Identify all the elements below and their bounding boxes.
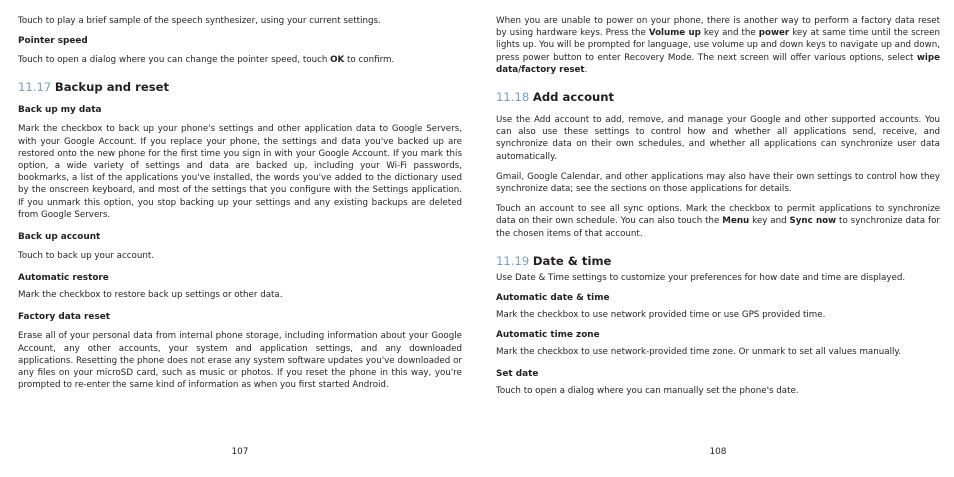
- hardware-reset-text-part: .: [584, 64, 588, 75]
- hardware-reset-text: [496, 15, 940, 76]
- automatic-date-time-text: Mark the checkbox to use network provided time or use GPS provided time.: [496, 310, 826, 321]
- pointer-speed-heading: Pointer speed: [18, 36, 88, 47]
- hardware-reset-text-part: key at same time until the screen lights up. You will be prompted for language, use volume up and down keys to navigate up and down, press power button to enter Recovery Mode. The next screen will offer various options, select: [496, 28, 940, 63]
- back-up-my-data-heading: Back up my data: [18, 105, 102, 116]
- section-title: Backup and reset: [54, 80, 170, 95]
- section-title: Date & time: [532, 253, 612, 268]
- add-account-text-part: to synchronize data for the chosen items of that account.: [496, 216, 940, 239]
- set-date-text: Touch to open a dialog where you can manually set the phone's date.: [496, 386, 799, 397]
- sync-now-label: Sync now: [789, 216, 837, 227]
- add-account-text-part: Touch an account to see all sync options. Mark the checkbox to permit applications to synchronize data on their own schedule. You can also touch the: [496, 204, 940, 227]
- wipe-data-label: wipe data/factory reset: [496, 52, 940, 75]
- page-number: 108: [709, 447, 727, 457]
- speech-sample-text: Touch to play a brief sample of the speech synthesizer, using your current settings.: [18, 16, 381, 26]
- automatic-time-zone-heading: Automatic time zone: [496, 330, 600, 341]
- add-account-paragraph: Gmail, Google Calendar, and other applications may also have their own settings to control how they synchronize data; see the sections on those applications for details.: [496, 171, 940, 195]
- section-heading-add-account: [496, 90, 940, 104]
- set-date-heading: Set date: [496, 369, 539, 380]
- left-page-content: [18, 15, 462, 391]
- back-up-my-data-text: Mark the checkbox to back up your phone's settings and other application data to Google Servers, with your Google Account. If you replace your phone, the settings and data you've backed up are restored onto the new phone for the first time you sign in with your Google Account. If you mark this option, a wide variety of settings and data are backed up, including your Wi-Fi passwords, bookmarks, a list of the applications you've installed, the words you've added to the dictionary used by the onscreen keyboard, and most of the settings that you configure with the Settings application. If you unmark this option, you stop backing up your settings and any existing backups are deleted from Google Servers.: [18, 124, 462, 220]
- hardware-reset-text-part: key and the: [700, 28, 759, 39]
- section-heading-date-time: [496, 254, 940, 268]
- volume-up-label: Volume up: [648, 28, 701, 39]
- section-heading-backup-reset: [18, 80, 462, 94]
- section-number: 11.18: [496, 90, 530, 105]
- left-page: [18, 0, 462, 477]
- automatic-restore-heading: Automatic restore: [18, 273, 109, 284]
- automatic-date-time-heading: Automatic date & time: [496, 293, 610, 304]
- menu-label: Menu: [722, 216, 750, 227]
- back-up-account-text: Touch to back up your account.: [18, 251, 155, 262]
- date-time-intro: Use Date & Time settings to customize your preferences for how date and time are displayed.: [496, 272, 906, 283]
- add-account-paragraph: Use the Add account to add, remove, and manage your Google and other supported accounts. You can also use these settings to control how and whether all applications send, receive, and synchronize data on their own schedules, and whether all applications can synchronize user data automatically.: [496, 115, 940, 162]
- automatic-restore-text: Mark the checkbox to restore back up settings or other data.: [18, 290, 283, 301]
- automatic-time-zone-text: Mark the checkbox to use network-provided time zone. Or unmark to set all values manually.: [496, 347, 902, 358]
- right-page: [496, 0, 940, 477]
- pointer-speed-text-part: Touch to open a dialog where you can change the pointer speed, touch: [18, 55, 331, 66]
- section-number: 11.17: [18, 80, 52, 95]
- power-label: power: [758, 28, 790, 39]
- pointer-speed-text-part: to confirm.: [344, 55, 395, 66]
- pointer-speed-text: [18, 54, 462, 66]
- add-account-text-part: key and: [749, 216, 790, 227]
- add-account-paragraph: [496, 203, 940, 240]
- ok-label: OK: [330, 55, 345, 66]
- factory-data-reset-text: Erase all of your personal data from internal phone storage, including information about your Google Account, any other accounts, your system and application settings, and any downloaded applications. Resetting the phone does not erase any system software updates you've downloaded or any files on your microSD card, such as music or photos. If you reset the phone in this way, you're prompted to re-enter the same kind of information as when you first started Android.: [18, 331, 462, 391]
- page-number: 107: [231, 447, 249, 457]
- section-number: 11.19: [496, 253, 530, 268]
- right-page-content: [496, 15, 940, 398]
- factory-data-reset-heading: Factory data reset: [18, 312, 110, 323]
- hardware-reset-text-part: When you are unable to power on your phone, there is another way to perform a factory data reset by using hardware keys. Press the: [496, 16, 940, 39]
- back-up-account-heading: Back up account: [18, 232, 101, 243]
- section-title: Add account: [532, 90, 615, 105]
